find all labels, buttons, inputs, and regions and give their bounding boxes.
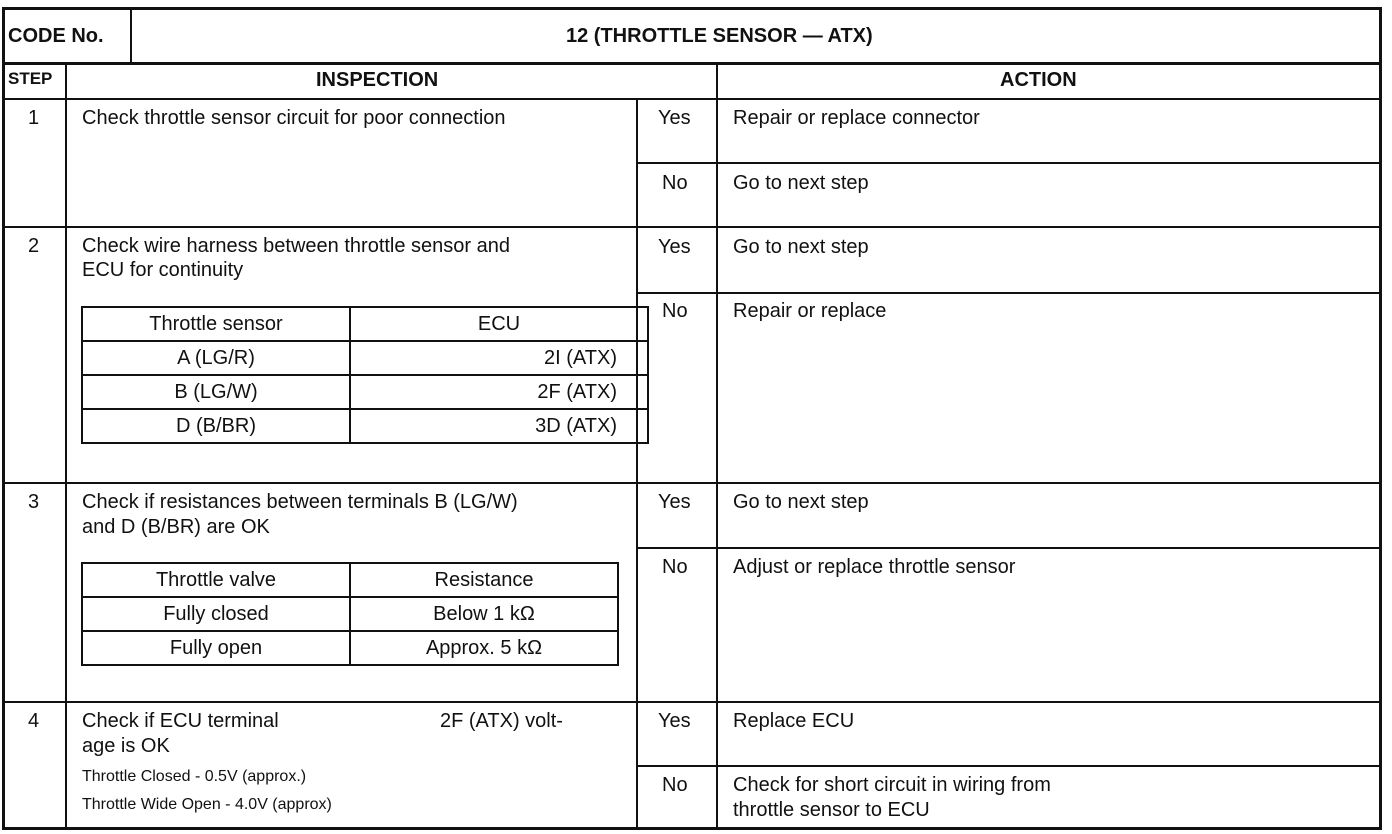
table-row [82, 409, 648, 443]
table-cell: 2F (ATX) [350, 375, 648, 409]
code-title: 12 (THROTTLE SENSOR — ATX) [566, 25, 873, 47]
table-cell: B (LG/W) [82, 375, 350, 409]
step-1-no-action: Go to next step [733, 172, 869, 194]
step-3-no-action: Adjust or replace throttle sensor [733, 556, 1016, 578]
step-3-yes-action: Go to next step [733, 491, 869, 513]
table-cell: 2I (ATX) [350, 341, 648, 375]
table-cell: Fully closed [82, 597, 350, 631]
table-header-cell: Throttle valve [82, 563, 350, 597]
step-3-inspection-line1: Check if resistances between terminals B (LG/W) [82, 491, 518, 513]
table-header-cell: ECU [350, 307, 648, 341]
step-4-no-action-line2: throttle sensor to ECU [733, 799, 930, 821]
step-2-no: No [662, 300, 688, 322]
step-2-inspection-line1: Check wire harness between throttle sensor and [82, 235, 511, 257]
step-4-yes: Yes [658, 710, 691, 732]
step-4-number: 4 [28, 710, 40, 732]
step-3-resistance-table [81, 562, 619, 666]
step-header: STEP [8, 69, 53, 88]
step-1-yes-action: Repair or replace connector [733, 107, 980, 129]
step-4-yes-action: Replace ECU [733, 710, 855, 732]
step-4-no-action-line1: Check for short circuit in wiring from [733, 774, 1051, 796]
table-row [82, 631, 618, 665]
table-header-cell: Throttle sensor [82, 307, 350, 341]
code-label: CODE No. [8, 25, 104, 47]
step-1-inspection: Check throttle sensor circuit for poor connection [82, 107, 506, 129]
table-row [82, 341, 648, 375]
step-1-no: No [662, 172, 688, 194]
step-2-inspection-line2: ECU for continuity [82, 259, 244, 281]
action-header: ACTION [1000, 69, 1077, 91]
table-row [82, 597, 618, 631]
step-4-inspection-line1a: Check if ECU terminal [82, 710, 279, 732]
step-2-yes: Yes [658, 236, 691, 258]
table-cell: D (B/BR) [82, 409, 350, 443]
step-4-no: No [662, 774, 688, 796]
table-header-row [82, 563, 618, 597]
step-4-inspection-line1b: 2F (ATX) volt- [440, 710, 563, 732]
step-2-number: 2 [28, 235, 40, 257]
table-header-row [82, 307, 648, 341]
step-2-continuity-table [81, 306, 649, 444]
step-2-no-action: Repair or replace [733, 300, 887, 322]
step-2-yes-action: Go to next step [733, 236, 869, 258]
step-4-note-closed: Throttle Closed - 0.5V (approx.) [82, 768, 307, 785]
inspection-header: INSPECTION [316, 69, 439, 91]
table-cell: 3D (ATX) [350, 409, 648, 443]
step-3-number: 3 [28, 491, 40, 513]
step-4-note-open: Throttle Wide Open - 4.0V (approx) [82, 796, 332, 813]
table-header-cell: Resistance [350, 563, 618, 597]
table-row [82, 375, 648, 409]
table-cell: Fully open [82, 631, 350, 665]
table-cell: Approx. 5 kΩ [350, 631, 618, 665]
table-cell: A (LG/R) [82, 341, 350, 375]
table-cell: Below 1 kΩ [350, 597, 618, 631]
step-3-no: No [662, 556, 688, 578]
step-4-inspection-line2: age is OK [82, 735, 170, 757]
step-1-number: 1 [28, 107, 40, 129]
step-3-inspection-line2: and D (B/BR) are OK [82, 516, 270, 538]
step-1-yes: Yes [658, 107, 691, 129]
step-3-yes: Yes [658, 491, 691, 513]
